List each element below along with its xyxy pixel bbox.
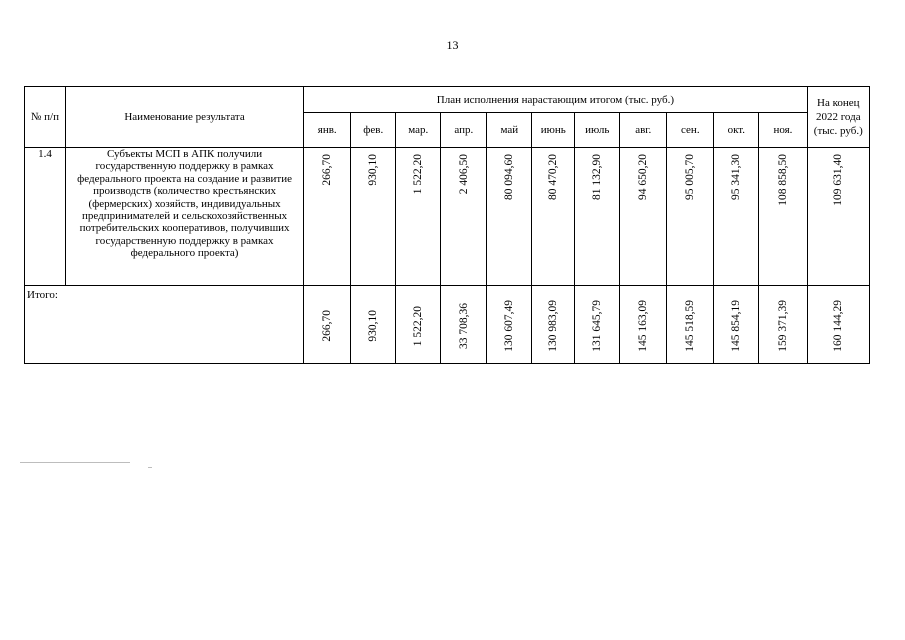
row-value-oct: [714, 148, 759, 286]
header-month-sep: сен.: [667, 113, 714, 148]
table-row: [25, 148, 870, 286]
header-month-jun: июнь: [532, 113, 575, 148]
total-value-feb: [351, 286, 396, 364]
value-text: 930,10: [367, 154, 380, 186]
value-text: 1 522,20: [412, 154, 425, 195]
row-value-feb: [351, 148, 396, 286]
page-number: 13: [446, 38, 459, 52]
header-month-nov: ноя.: [759, 113, 807, 148]
value-text: 930,10: [367, 310, 380, 342]
value-text: 145 163,09: [637, 300, 650, 352]
header-row-1: [25, 87, 870, 113]
total-value-jan: [304, 286, 351, 364]
header-month-oct: окт.: [714, 113, 759, 148]
value-text: 2 406,50: [457, 154, 470, 195]
value-text: 109 631,40: [832, 154, 845, 206]
total-value-aug: [620, 286, 667, 364]
header-end-line-3: (тыс. руб.): [813, 125, 863, 137]
total-value-apr: [441, 286, 487, 364]
row-value-mar: [396, 148, 441, 286]
scan-artifact: [148, 467, 152, 468]
value-text: 145 518,59: [684, 300, 697, 352]
value-text: 95 341,30: [730, 154, 743, 200]
header-month-feb: фев.: [351, 113, 396, 148]
total-value-oct: [714, 286, 759, 364]
scan-artifact: [20, 462, 130, 463]
total-value-jul: [575, 286, 620, 364]
value-text: 80 470,20: [547, 154, 560, 200]
total-value-end: [807, 286, 869, 364]
value-text: 81 132,90: [591, 154, 604, 200]
header-month-apr: апр.: [441, 113, 487, 148]
row-description: Субъекты МСП в АПК получили государственную поддержку в рамках федерального проекта на создание и развитие производств (количество крестьянских (фермерских) хозяйств, индивидуальных предпринимателей и сельскохозяйственных потребительских кооперативов, получивших государственную поддержку в рамках федерального проекта): [65, 148, 303, 286]
value-text: 160 144,29: [832, 300, 845, 352]
row-value-jun: [532, 148, 575, 286]
header-index: № п/п: [25, 87, 66, 148]
header-end-line-2: 2022 года: [815, 111, 861, 123]
row-value-apr: [441, 148, 487, 286]
row-value-end: [807, 148, 869, 286]
row-index: 1.4: [25, 148, 66, 286]
total-value-sep: [667, 286, 714, 364]
row-value-jul: [575, 148, 620, 286]
total-label: Итого:: [25, 286, 304, 364]
value-text: 266,70: [321, 154, 334, 186]
total-row: [25, 286, 870, 364]
total-value-jun: [532, 286, 575, 364]
header-end-line-1: На конец: [817, 97, 860, 109]
header-month-may: май: [487, 113, 532, 148]
row-value-jan: [304, 148, 351, 286]
value-text: 1 522,20: [412, 305, 425, 347]
row-value-nov: [759, 148, 807, 286]
value-text: 94 650,20: [637, 154, 650, 200]
value-text: 95 005,70: [684, 154, 697, 200]
value-text: 33 708,36: [457, 303, 470, 349]
value-text: 266,70: [321, 310, 334, 342]
value-text: 108 858,50: [776, 154, 789, 206]
header-month-mar: мар.: [396, 113, 441, 148]
header-month-jan: янв.: [304, 113, 351, 148]
value-text: 145 854,19: [730, 300, 743, 352]
plan-table: [24, 86, 870, 364]
total-value-may: [487, 286, 532, 364]
header-month-jul: июль: [575, 113, 620, 148]
total-value-nov: [759, 286, 807, 364]
row-value-sep: [667, 148, 714, 286]
row-value-may: [487, 148, 532, 286]
header-name: Наименование результата: [65, 87, 303, 148]
value-text: 130 983,09: [547, 300, 560, 352]
value-text: 159 371,39: [776, 300, 789, 352]
value-text: 80 094,60: [503, 154, 516, 200]
total-value-mar: [396, 286, 441, 364]
row-value-aug: [620, 148, 667, 286]
value-text: 131 645,79: [591, 300, 604, 352]
header-plan-group: План исполнения нарастающим итогом (тыс. руб.): [304, 87, 807, 113]
header-end-of-year: [807, 87, 869, 148]
header-month-aug: авг.: [620, 113, 667, 148]
value-text: 130 607,49: [503, 300, 516, 352]
